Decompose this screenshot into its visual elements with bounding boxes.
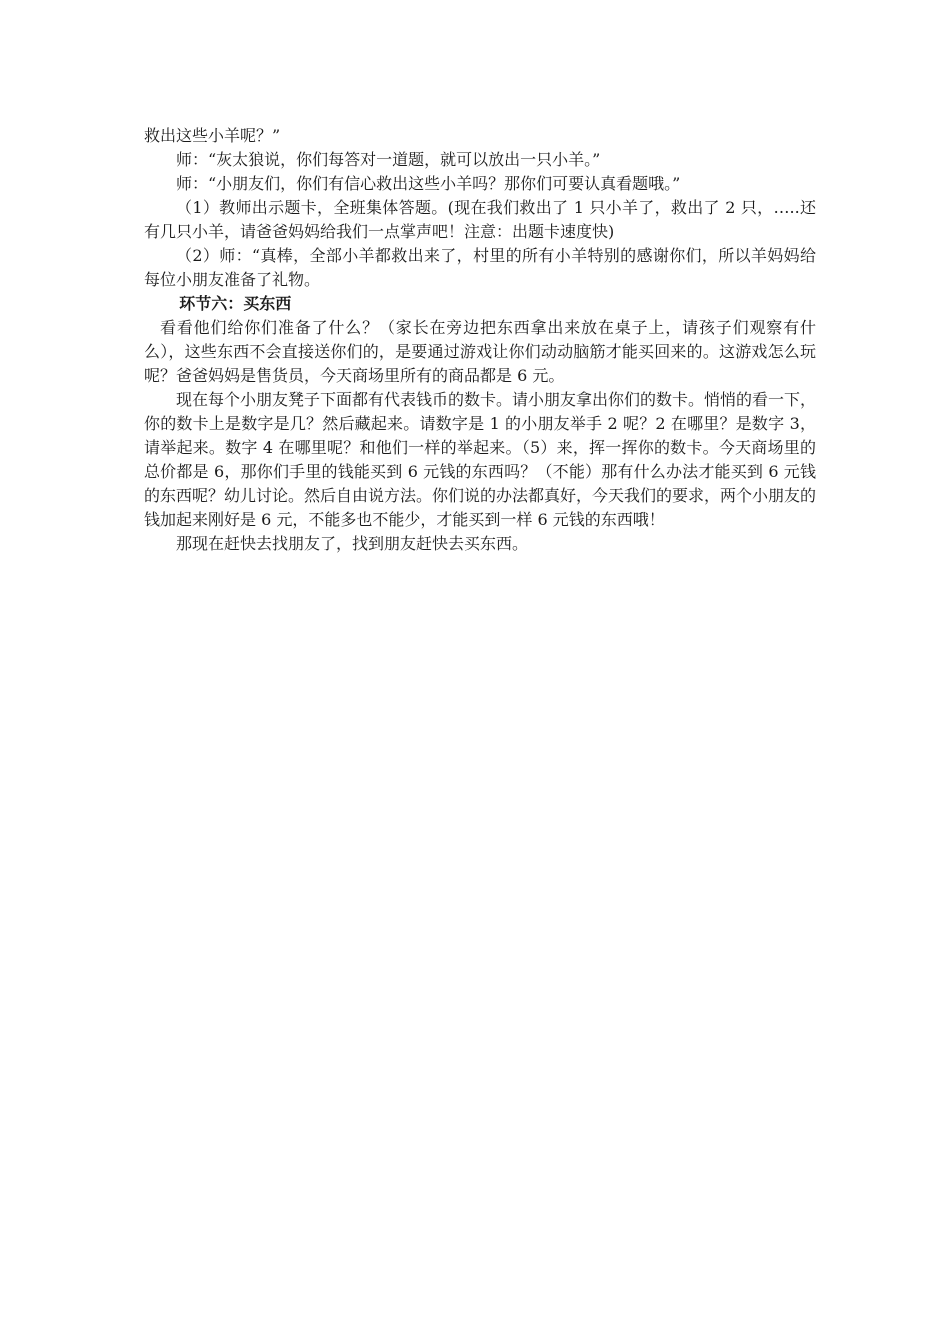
- paragraph-shopping-intro: 看看他们给你们准备了什么？（家长在旁边把东西拿出来放在桌子上，请孩子们观察有什么），这些东西不会直接送你们的，是要通过游戏让你们动动脑筋才能买回来的。这游戏怎么玩呢？爸爸妈妈是售货员，今天商场里所有的商品都是 6 元。: [144, 318, 816, 385]
- paragraph-number-cards: 现在每个小朋友凳子下面都有代表钱币的数卡。请小朋友拿出你们的数卡。悄悄的看一下，你的数卡上是数字是几？然后藏起来。请数字是 1 的小朋友举手 2 呢？2 在哪里？是数字 3，请举起来。数字 4 在哪里呢？和他们一样的举起来。（5）来，挥一挥你的数卡。今天商场里的总价都是 6，那你们手里的钱能买到 6 元钱的东西吗？（不能）那有什么办法才能买到 6 元钱的东西呢？幼儿讨论。然后自由说方法。你们说的办法都真好，今天我们的要求，两个小朋友的钱加起来刚好是 6 元，不能多也不能少，才能买到一样 6 元钱的东西哦！: [144, 390, 817, 529]
- document-body: [144, 124, 816, 556]
- paragraph-teacher-quote-2: 师：“小朋友们，你们有信心救出这些小羊吗？那你们可要认真看题哦。”: [176, 174, 681, 193]
- paragraph-step-2: （2）师：“真棒，全部小羊都救出来了，村里的所有小羊特别的感谢你们，所以羊妈妈给每位小朋友准备了礼物。: [144, 246, 816, 289]
- paragraph-continuation: 救出这些小羊呢？”: [144, 126, 281, 145]
- section-heading: 环节六：买东西: [179, 294, 292, 313]
- paragraph-closing: 那现在赶快去找朋友了，找到朋友赶快去买东西。: [176, 534, 529, 553]
- paragraph-teacher-quote-1: 师：“灰太狼说，你们每答对一道题，就可以放出一只小羊。”: [176, 150, 601, 169]
- paragraph-step-1: （1）教师出示题卡，全班集体答题。(现在我们救出了 1 只小羊了，救出了 2 只，…..还有几只小羊，请爸爸妈妈给我们一点掌声吧！注意：出题卡速度快): [144, 198, 816, 241]
